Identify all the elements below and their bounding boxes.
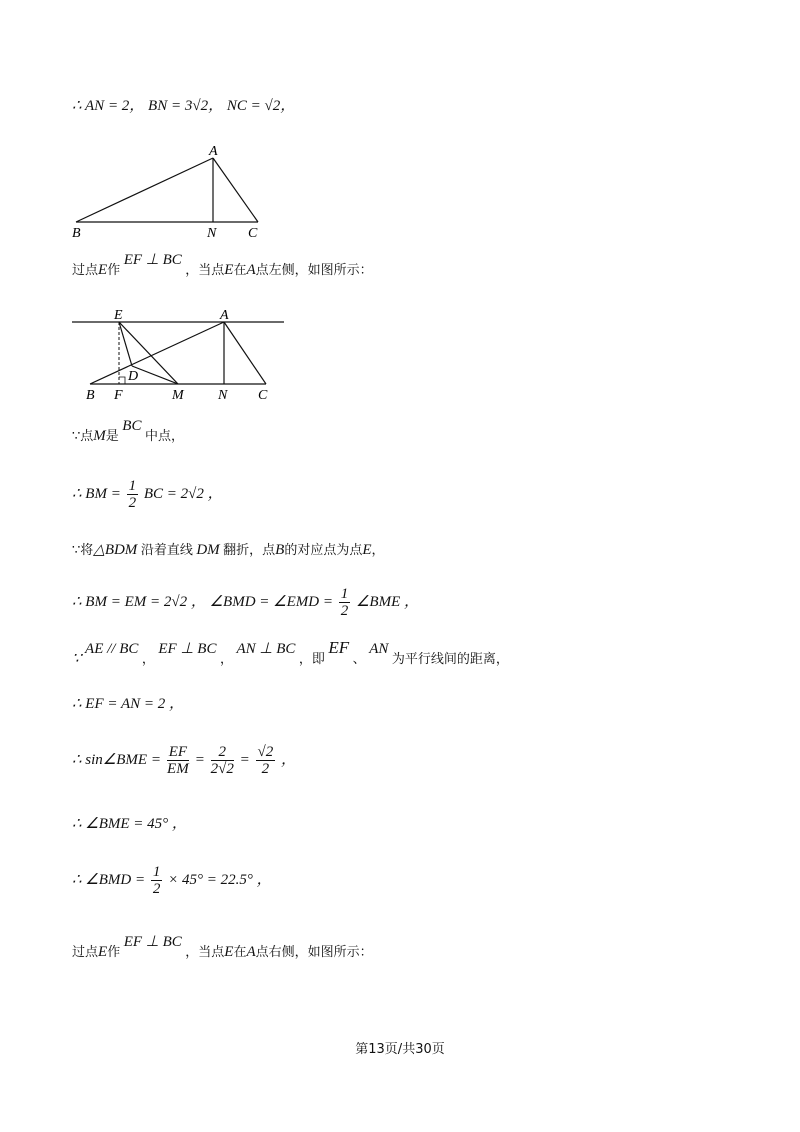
denominator: EM xyxy=(167,761,189,777)
denominator: 2 xyxy=(128,495,137,511)
because-symbol: ∵ xyxy=(72,651,82,667)
text: ∴ ∠BME = 45° ， xyxy=(72,816,187,832)
line-bm-em-angles xyxy=(72,586,419,619)
text: 沿着直线 xyxy=(140,543,193,558)
segment-ab xyxy=(76,158,213,222)
segment-an-text: AN xyxy=(369,641,389,657)
text: ，当点 xyxy=(185,263,225,278)
text: 过点 xyxy=(72,263,99,278)
segment-ef-text: EF xyxy=(328,638,350,657)
figure-triangle-abc xyxy=(64,140,274,240)
text: 点右侧，如图所示： xyxy=(255,945,373,960)
page-footer: 第13页/共30页 xyxy=(355,1042,445,1057)
line-dm-text: DM xyxy=(196,542,220,558)
line-fold-statement xyxy=(72,540,385,561)
label-c: C xyxy=(248,226,258,240)
text: ∵点 xyxy=(72,429,94,444)
line-construct-ef-left xyxy=(72,252,373,281)
point-e: E xyxy=(362,542,372,558)
text: ， xyxy=(219,652,233,667)
text: 的对应点为点 xyxy=(284,543,363,558)
fraction-2-over-2root2 xyxy=(211,744,234,777)
line-midpoint-m xyxy=(72,418,184,447)
fraction-root2-over-2 xyxy=(256,744,276,777)
line-construct-ef-right xyxy=(72,934,373,963)
numerator: 1 xyxy=(128,478,137,494)
text: 、 xyxy=(352,652,366,667)
denominator: 2√2 xyxy=(210,761,234,777)
line-ef-equals-an xyxy=(72,694,184,714)
denominator: 2 xyxy=(340,603,349,619)
ef-perp-bc: EF ⊥ BC xyxy=(158,641,217,657)
segment-ac xyxy=(224,322,266,384)
triangle-bdm: △BDM xyxy=(93,542,138,558)
line-angle-bmd xyxy=(72,864,272,897)
segment-bc-text: BC xyxy=(122,418,142,434)
text: ， xyxy=(371,543,385,558)
text: ∴ EF = AN = 2 ， xyxy=(72,696,185,712)
label-n: N xyxy=(218,388,228,403)
label-f: F xyxy=(114,388,123,403)
figure-fold-left xyxy=(64,304,294,404)
denominator: 2 xyxy=(261,761,270,777)
text: 作 xyxy=(107,945,121,960)
label-a: A xyxy=(220,308,229,323)
line-angle-bme xyxy=(72,814,187,834)
label-n: N xyxy=(207,226,217,240)
text: ， xyxy=(141,652,155,667)
point-e: E xyxy=(98,262,108,278)
fraction-half xyxy=(127,478,139,511)
text: 点左侧，如图所示： xyxy=(255,263,373,278)
numerator: EF xyxy=(168,744,188,760)
numerator: 1 xyxy=(340,586,349,602)
denominator: 2 xyxy=(152,881,161,897)
label-b: B xyxy=(86,388,95,403)
text: ∴ BM = EM = 2√2 ， ∠BMD = ∠EMD = xyxy=(72,593,333,610)
point-b: B xyxy=(275,542,285,558)
text: ∴ BM = xyxy=(72,485,121,502)
given-lengths-text: ∴ AN = 2， BN = 3√2， NC = √2， xyxy=(72,98,296,114)
text: × 45° = 22.5° ， xyxy=(168,871,272,888)
label-b: B xyxy=(72,226,81,240)
fraction-half xyxy=(151,864,163,897)
point-e: E xyxy=(224,944,234,960)
fraction-ef-em xyxy=(167,744,189,777)
text: 为平行线间的距离， xyxy=(391,652,509,667)
equals: = xyxy=(239,751,250,768)
label-d: D xyxy=(128,369,139,384)
text: 是 xyxy=(105,429,119,444)
right-angle-mark xyxy=(119,377,125,384)
text: ，即 xyxy=(298,652,325,667)
ae-parallel-bc: AE // BC xyxy=(85,641,139,657)
numerator: 2 xyxy=(211,744,234,761)
line-sin-bme xyxy=(72,744,296,777)
fraction-half xyxy=(339,586,351,619)
point-a: A xyxy=(246,262,256,278)
text: 在 xyxy=(233,945,247,960)
text: ∵将 xyxy=(72,543,94,558)
text: 作 xyxy=(107,263,121,278)
segment-dm xyxy=(132,366,178,384)
line-parallel-distance xyxy=(72,638,509,670)
text: 过点 xyxy=(72,945,99,960)
line-given-lengths xyxy=(72,96,295,116)
point-m: M xyxy=(93,428,106,444)
segment-ab xyxy=(90,322,224,384)
point-e: E xyxy=(224,262,234,278)
ef-perp-bc: EF ⊥ BC xyxy=(123,252,182,268)
an-perp-bc: AN ⊥ BC xyxy=(236,641,296,657)
numerator: 1 xyxy=(152,864,161,880)
label-c: C xyxy=(258,388,268,403)
text: ∴ sin∠BME = xyxy=(72,751,161,768)
label-a: A xyxy=(209,144,218,159)
text: 在 xyxy=(233,263,247,278)
point-e: E xyxy=(98,944,108,960)
point-a: A xyxy=(246,944,256,960)
text: 中点， xyxy=(144,429,184,444)
text: BC = 2√2 ， xyxy=(143,485,223,502)
label-m: M xyxy=(172,388,184,403)
segment-ac xyxy=(213,158,258,222)
line-bm-value xyxy=(72,478,223,511)
text: 翻折，点 xyxy=(223,543,276,558)
text: ，当点 xyxy=(185,945,225,960)
numerator: √2 xyxy=(257,744,274,760)
text: ， xyxy=(281,751,297,768)
ef-perp-bc: EF ⊥ BC xyxy=(123,934,182,950)
label-e: E xyxy=(114,308,123,323)
equals: = xyxy=(194,751,205,768)
text: ∠BME ， xyxy=(355,593,419,610)
text: ∴ ∠BMD = xyxy=(72,871,146,888)
